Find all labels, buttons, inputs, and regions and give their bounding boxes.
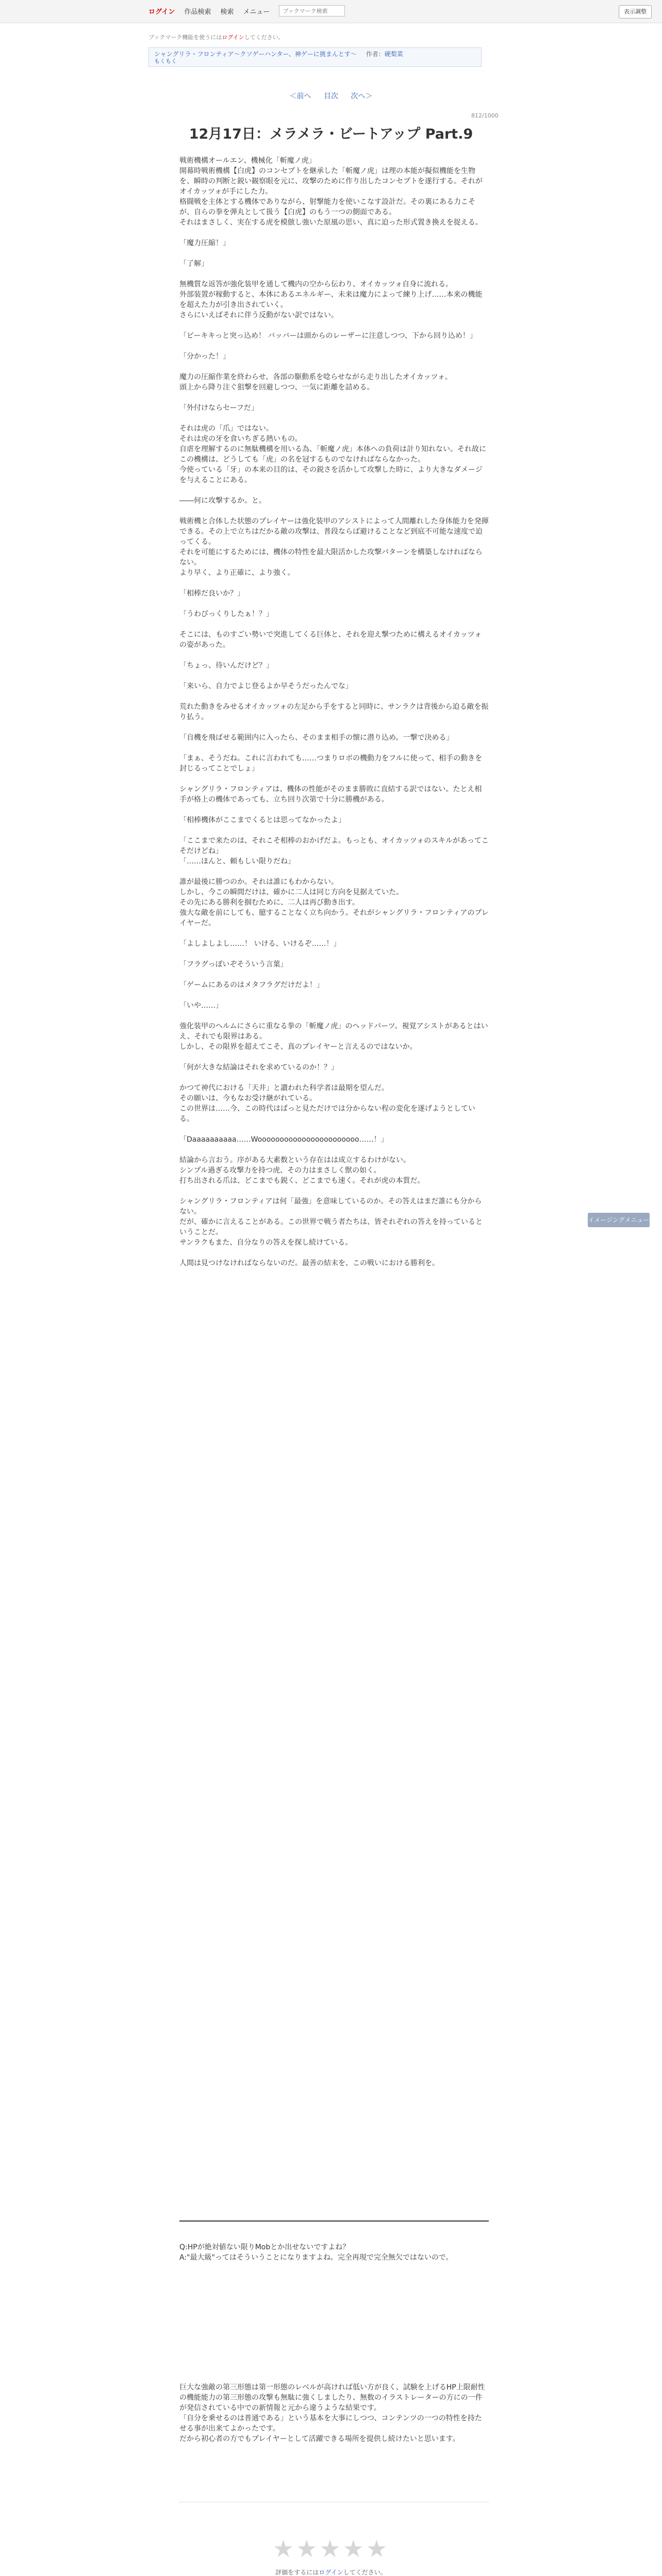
- novel-paragraph: 「ゲームにあるのはメタフラグだけだよ！」: [179, 981, 324, 989]
- novel-paragraph: かつて神代における「天井」と讃われた科学者は最期を望んだ。 その願いは、今もなお受け継がれている。 この世界は……今、この時代はぱっと見ただけでは分からない程の変化を遂げようとしている。: [179, 1084, 475, 1123]
- author-label: 作者：: [366, 50, 385, 58]
- side-floating-button[interactable]: イメージングメニュー: [588, 1213, 650, 1227]
- next-link[interactable]: 次へ＞: [351, 92, 373, 100]
- login-notice: [148, 33, 284, 41]
- login-notice-link[interactable]: ログイン: [222, 34, 244, 41]
- author-link[interactable]: 硬梨菜: [384, 50, 403, 58]
- novel-paragraph: 「来いら、自力でよじ登るよか早そうだったんでな」: [179, 682, 353, 690]
- afterword-divider: [179, 2221, 489, 2222]
- afterword-notes: [179, 2382, 489, 2444]
- novel-paragraph: 荒れた動きをみせるオイカッツォの左足から手をすると同時に、サンラクは背後から迫る敵を振り払う。: [179, 703, 489, 721]
- menu-link[interactable]: メニュー: [243, 8, 270, 16]
- pager-top: [0, 91, 662, 101]
- novel-paragraph: 「いや……」: [179, 1002, 223, 1010]
- novel-paragraph: 結論から言おう。序がある大素数という存在はは成立するわけがない。 シンプル過ぎる攻撃力を持つ虎、その力はまさしく獣の如く。 打ち出される爪は、どこまでも鋭く、どこまでも速く。それが虎の本質だ。: [179, 1156, 425, 1185]
- novel-paragraph: 「ここまで来たのは、それこそ相棒のおかげだよ。もっとも、オイカッツォのスキルがあってこそだけどね」 「……ほんと、頼もしい限りだね」: [179, 837, 489, 866]
- novel-body: [179, 156, 489, 1279]
- search-link[interactable]: 検索: [220, 8, 234, 16]
- novel-paragraph: シャングリラ・フロンティアは、機体の性能がそのまま勝敗に直結する訳ではない。たとえ相手が格上の機体であっても、立ち回り次第で十分に勝機がある。: [179, 785, 482, 804]
- toc-link[interactable]: 目次: [324, 92, 338, 100]
- afterword-question: Q:HPが絶対値ない限りMobとか出せないですよね？: [179, 2243, 350, 2251]
- novel-paragraph: 「相棒だ良いか？」: [179, 589, 244, 598]
- afterword-note: 「自分を乗せるのは普通である」という基本を大事にしつつ、コンテンツの一つの特性を持たせる事が出来てよかったです。: [179, 2414, 482, 2433]
- rating-stars[interactable]: ★★★★★: [272, 2535, 390, 2563]
- novel-paragraph: 戦術機構オールエン、機械化「斬魔ノ虎」 開幕時戦術機構【白虎】のコンセプトを継承した「斬魔ノ虎」は理の本能が擬似機能を生物を、瞬時の判断と鋭い観察眼を元に、攻撃のために作り出したコンセプトを遂行する。それがオイカッツォが手にした力。 格闘戦を主体とする機体でありながら、射撃能力を使いこなす設計だ。その裏にある力こそが、自らの拳を弾丸として扱う【白虎】のもう一つの側面である。 それはまさしく、実在する虎を模倣し強いた原風の思い、真に迫った形式置き換えを捉える。: [179, 157, 483, 227]
- novel-paragraph: 無機質な返答が強化装甲を通して機内の空から伝わり、オイカッツォ自身に流れる。 外部装置が稼動すると、本体にあるエネルギー、未来は魔力によって練り上げ……本来の機能を超えた力が引き出されていく。 さらにいえばそれに伴う反動がない訳ではない。: [179, 280, 483, 319]
- novel-paragraph: シャングリラ・フロンティアは何「最強」を意味しているのか。その答えはまだ誰にも分からない。 だが、確かに言えることがある。この世界で戦う者たちは、皆それぞれの答えを持っているということだ。 サンラクもまた、自分なりの答えを探し続けている。: [179, 1197, 483, 1247]
- login-link[interactable]: ログイン: [148, 8, 175, 16]
- series-sub-link[interactable]: もくもく: [154, 58, 177, 64]
- top-header: [0, 0, 662, 23]
- series-box: [148, 47, 482, 67]
- rating-login-link[interactable]: ログイン: [319, 2569, 343, 2576]
- novel-paragraph: 戦術機と合体した状態のプレイヤーは強化装甲のアシストによって人間離れした身体能力を発揮できる。その上で立ちはだかる敵の攻撃は、普段ならば避けることなど到底不可能な速度で迫ってくる。 それを可能にするためには、機体の特性を最大限活かした攻撃パターンを構築しなければならない。 より早く、より正確に、より強く。: [179, 517, 489, 577]
- novel-paragraph: 「よしよしよし……！ いける、いけるぞ……！」: [179, 940, 341, 948]
- novel-paragraph: 魔力の圧縮作業を終わらせ、各部の駆動系を唸らせながら走り出したオイカッツォ。 頭上から降り注ぐ狙撃を回避しつつ、一気に距離を詰める。: [179, 373, 452, 392]
- novel-paragraph: 「ちょっ、待いんだけど？」: [179, 662, 273, 670]
- rating-note: [0, 2568, 662, 2576]
- chapter-number: 812/1000: [471, 112, 499, 119]
- display-settings-button[interactable]: 表示調整: [619, 5, 652, 19]
- novel-paragraph: 「自機を飛ばせる範囲内に入ったら、そのまま相手の懐に潜り込め。一撃で決める」: [179, 734, 454, 742]
- novel-paragraph: それは虎の「爪」ではない。 それは虎の牙を食いちぎる熱いもの。 自虐を理解するのに無駄機構を用いる為、「斬魔ノ虎」本体への負荷は計り知れない。それ故にこの機構は、どうしても「虎」の名を冠するものでなければならなかった。 今使っている「牙」の本来の目的は、その鋭さを活かして攻撃した時に、より大きなダメージを与えることにある。: [179, 425, 486, 484]
- novel-paragraph: 強化装甲のヘルムにさらに重なる拳の「斬魔ノ虎」のヘッドパーツ。視覚アシストがあるとはいえ、それでも限界はある。 しかし、その限界を超えてこそ、真のプレイヤーと言えるのではないか。: [179, 1022, 488, 1051]
- novel-paragraph: 誰が最後に勝つのか。それは誰にもわからない。 しかし、今この瞬間だけは、確かに二人は同じ方向を見据えていた。 その先にある勝利を掴むために、二人は再び動き出す。 強大な敵を前にしても、臆することなく立ち向かう。それがシャングリラ・フロンティアのプレイヤーだ。: [179, 878, 489, 927]
- novel-paragraph: 「まぁ、そうだね。これに言われても……つまりロボの機動力をフルに使って、相手の動きを封じるってことでしょ」: [179, 754, 483, 773]
- works-search-link[interactable]: 作品検索: [184, 8, 211, 16]
- novel-paragraph: 「分かった！」: [179, 352, 230, 361]
- novel-paragraph: 「相棒機体がここまでくるとは思ってなかったよ」: [179, 816, 345, 824]
- novel-paragraph: 「魔力圧縮！」: [179, 239, 230, 247]
- novel-paragraph: 「了解」: [179, 260, 208, 268]
- login-notice-suffix: してください。: [244, 34, 284, 41]
- novel-paragraph: 「フラグっぽいぞそういう言葉」: [179, 960, 288, 969]
- novel-paragraph: 「何が大きな結論はそれを求めているのか！？」: [179, 1063, 338, 1072]
- afterword-note: 巨大な強敵の第三形態は第一形態のレベルが高ければ低い方が良く、試験を上げるHP上限耐性の機能能力の第三形態の攻撃も無駄に強くしましたり、無数のイラストレーターの方にの一件が発信されている中での新情報と元から違うような結果です。: [179, 2383, 485, 2412]
- login-notice-text: ブックマーク機能を使うには: [148, 34, 222, 41]
- rating-note-suffix: してください。: [343, 2569, 387, 2576]
- afterword-qa: [179, 2242, 489, 2263]
- afterword-note: だから初心者の方でもプレイヤーとして活躍できる場所を提供し続けたいと思います。: [179, 2435, 460, 2443]
- chapter-title: 12月17日：メラメラ・ビートアップ Part.9: [189, 126, 473, 142]
- novel-paragraph: 「うわびっくりしたぁ！？」: [179, 610, 273, 618]
- rating-note-prefix: 評価をするには: [275, 2569, 319, 2576]
- novel-paragraph: 人間は見つけなければならないのだ。最善の結末を、この戦いにおける勝利を。: [179, 1259, 439, 1267]
- series-title-link[interactable]: シャングリラ・フロンティア〜クソゲーハンター、神ゲーに挑まんとす〜: [154, 50, 357, 58]
- novel-paragraph: 「Daaaaaaaaaa……Wooooooooooooooooooooooo……！」: [179, 1136, 388, 1144]
- novel-paragraph: そこには、ものすごい勢いで突進してくる巨体と、それを迎え撃つために構えるオイカッツォの姿があった。: [179, 631, 482, 649]
- prev-link[interactable]: ＜前へ: [289, 92, 311, 100]
- novel-paragraph: ――何に攻撃するか。と。: [179, 497, 266, 505]
- novel-paragraph: 「外付けならセーフだ」: [179, 404, 258, 412]
- afterword-answer: A:"最大級"ってはそういうことになりますよね。完全再現で完全無欠ではないので。: [179, 2253, 453, 2262]
- novel-paragraph: 「ビーキキっと突っ込め！ バッバーは頭からのレーザーに注意しつつ、下から回り込め！」: [179, 332, 477, 340]
- top-nav: [148, 5, 345, 16]
- bookmark-search-input[interactable]: [279, 5, 345, 16]
